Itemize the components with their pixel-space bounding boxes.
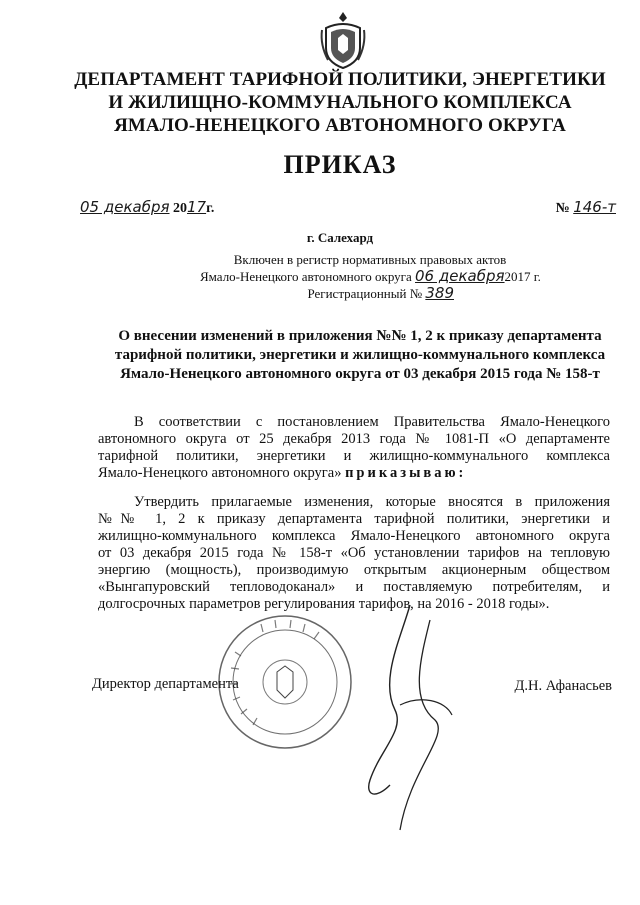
- handwritten-registry-number: 389: [425, 284, 454, 302]
- registry-year: 2017 г.: [504, 269, 541, 284]
- order-word: приказываю:: [345, 465, 467, 481]
- document-type-title: ПРИКАЗ: [283, 150, 397, 179]
- order-subject: [90, 327, 630, 384]
- city: г. Салехард: [306, 230, 374, 245]
- handwritten-signature: [340, 600, 480, 840]
- order-line-1: Утвердить прилагаемые изменения, которые вносятся в приложения: [134, 494, 610, 510]
- preamble-paragraph: [98, 414, 610, 482]
- year-prefix: 20: [173, 201, 188, 216]
- department-name: [40, 68, 640, 137]
- subject-line-1: О внесении изменений в приложения №№ 1, 2 к приказу департамента: [118, 328, 602, 344]
- preamble-line-3: тарифной политики, энергетики и жилищно-коммунального комплекса: [98, 448, 610, 464]
- coat-of-arms-emblem: [318, 10, 368, 70]
- preamble-line-1: В соответствии с постановлением Правительства Ямало-Ненецкого: [134, 414, 610, 430]
- handwritten-year: 17: [187, 198, 207, 216]
- order-line-6: «Вынгапуровский тепловодоканал» и поставляемую потребителям, и: [98, 579, 610, 595]
- registry-line-2: [200, 268, 540, 285]
- preamble-last-text: Ямало-Ненецкого автономного округа»: [98, 465, 342, 481]
- order-date: [80, 198, 214, 217]
- order-paragraph: [98, 494, 610, 613]
- handwritten-registry-date: 06 декабря: [415, 267, 505, 285]
- order-line-2: №№ 1, 2 к приказу департамента тарифной политики, энергетики и: [98, 511, 610, 527]
- registry-line-1: Включен в регистр нормативных правовых актов: [233, 252, 507, 267]
- number-prefix: №: [555, 201, 570, 216]
- order-number: [556, 198, 616, 217]
- department-line-1: ДЕПАРТАМЕНТ ТАРИФНОЙ ПОЛИТИКИ, ЭНЕРГЕТИКИ: [74, 69, 606, 90]
- preamble-line-2: автономного округа от 25 декабря 2013 года № 1081-П «О департаменте: [98, 431, 610, 447]
- department-line-2: И ЖИЛИЩНО-КОММУНАЛЬНОГО КОМПЛЕКСА: [108, 92, 572, 113]
- order-line-4: от 03 декабря 2015 года № 158-т «Об установлении тарифов на тепловую: [98, 545, 610, 561]
- registry-note: [200, 252, 540, 302]
- subject-line-2: тарифной политики, энергетики и жилищно-коммунального комплекса: [114, 347, 606, 363]
- order-line-7: долгосрочных параметров регулирования тарифов, на 2016 - 2018 годы».: [98, 596, 550, 612]
- preamble-line-4: [98, 465, 610, 482]
- signatory-position: Директор департамента: [92, 676, 239, 692]
- handwritten-date: 05 декабря: [80, 198, 170, 216]
- registry-number-label: Регистрационный №: [307, 286, 423, 301]
- year-suffix: г.: [206, 201, 215, 216]
- department-line-3: ЯМАЛО-НЕНЕЦКОГО АВТОНОМНОГО ОКРУГА: [114, 115, 566, 136]
- handwritten-number: 146-т: [573, 198, 616, 216]
- registry-region: Ямало-Ненецкого автономного округа: [200, 269, 412, 284]
- registry-line-3: [200, 285, 540, 302]
- signatory-name: Д.Н. Афанасьев: [514, 678, 612, 694]
- subject-line-3: Ямало-Ненецкого автономного округа от 03 декабря 2015 года № 158-т: [120, 366, 600, 382]
- order-line-3: жилищно-коммунального комплекса Ямало-Ненецкого автономного округа: [98, 528, 610, 544]
- order-line-5: энергию (мощность), производимую открытым акционерным обществом: [98, 562, 610, 578]
